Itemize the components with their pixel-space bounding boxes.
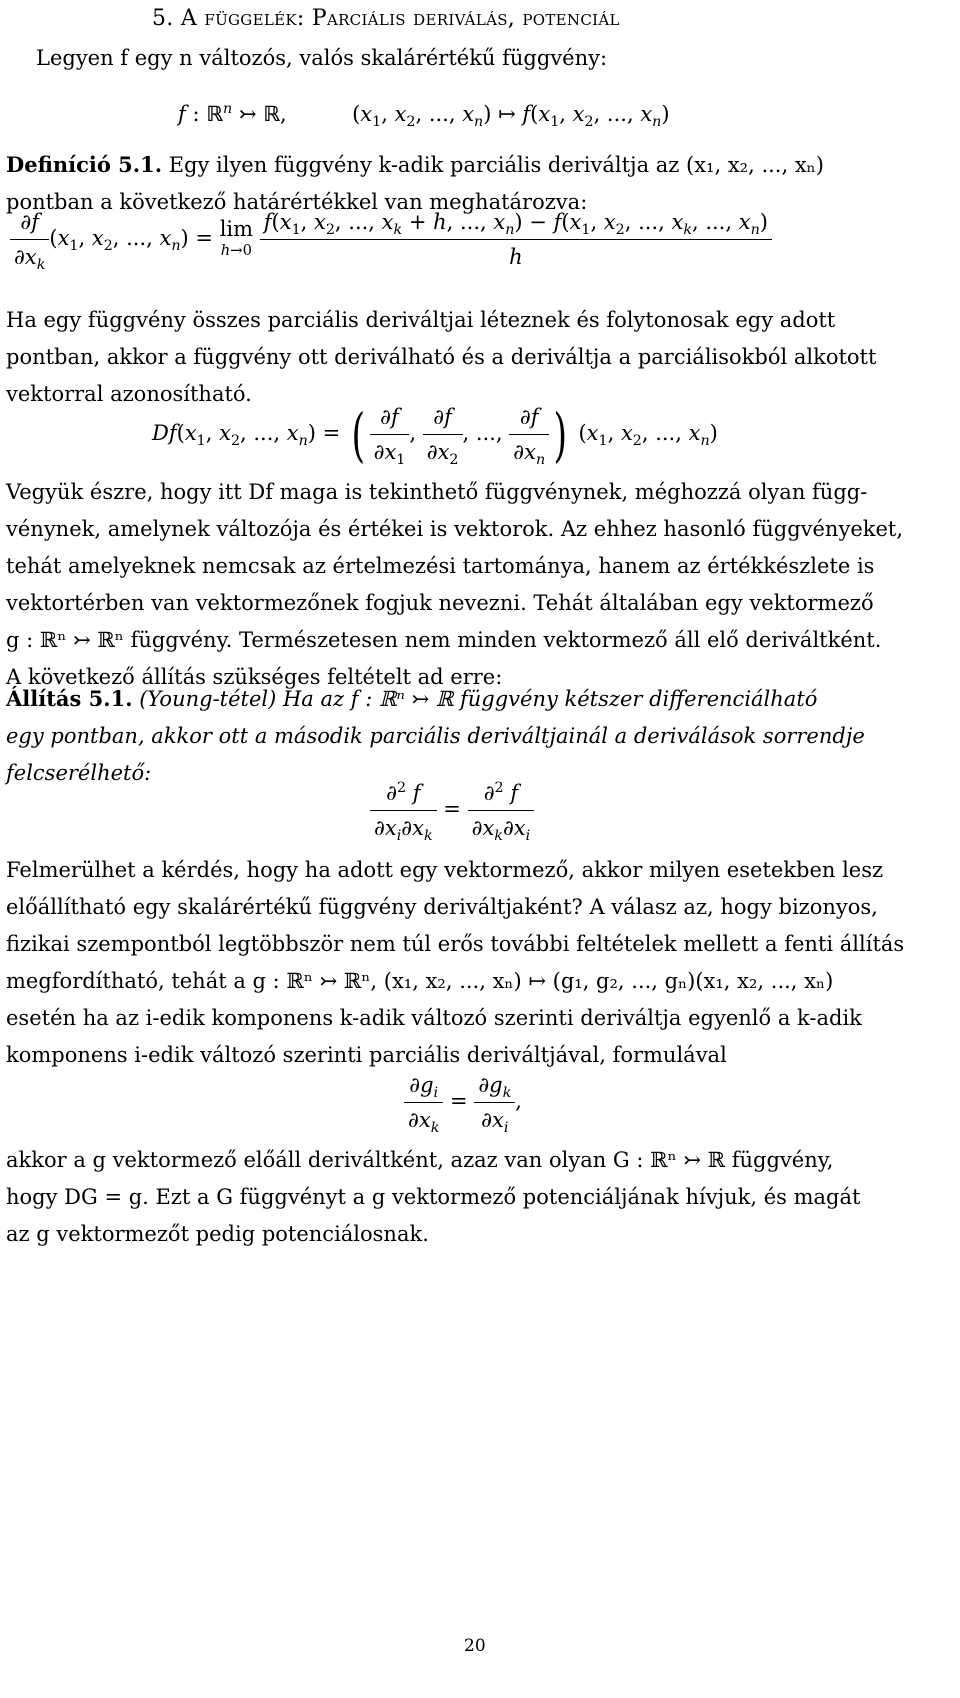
partial-derivative-formula: $\frac{\partial f}{\partial x_k}$ ($x_1$, $x_2$, ..., $x_n) = \lim$ h→0 $f(x_1$, $x_2$, ..., $x_k + h$, ..., $x_n) - f(x_1$, $x_2$, ..., $x_k$, ..., $x_n$) h: [10, 205, 772, 274]
intro-line: Legyen f egy n változós, valós skalárértékű függvény:: [36, 46, 608, 70]
definition-text-1: Egy ilyen függvény k-adik parciális deriváltja az (x₁, x₂, ..., xₙ): [168, 153, 824, 177]
symmetry-formula: $\frac{\partial g_i}{\partial x_k}$ = $\frac{\partial g_k}{\partial x_i}$ ,: [404, 1068, 522, 1137]
df-formula: $Df(x_1$, $x_2$, ..., $x_n$) = ( $\frac{\partial f}{\partial x_1}$ , $\frac{\partial f}{\partial x_2}$ , ..., $\frac{\partial f}{\partial x_n}$ ) ($x_1$, $x_2$, ..., $x_n$): [152, 400, 718, 469]
paragraph-vector-field: Vegyük észre, hogy itt Df maga is tekinthető függvénynek, méghozzá olyan függ- vénynek, amelynek változója és értékei is vektorok. Az ehhez hasonló függvényeket, tehát amelyeknek nemcsak az értelmezési tartománya, hanem az értékkészlete is vektortérben van vektormezőnek fogjuk nevezni. Tehát általában egy vektormező g : ℝⁿ ↣ ℝⁿ függvény. Természetesen nem minden vektormező áll elő deriváltként. A következő állítás szükséges feltételt ad erre:: [6, 480, 904, 689]
definition-text-2: pontban a következő határértékkel van meghatározva:: [6, 190, 588, 214]
paragraph-potential-question: Felmerülhet a kérdés, hogy ha adott egy vektormező, akkor milyen esetekben lesz előállítható egy skalárértékű függvény deriváltjaként? A válasz az, hogy bizonyos, fizikai szempontból legtöbbször nem túl erős további feltételek mellett a fenti állítás megfordítható, tehát a g : ℝⁿ ↣ ℝⁿ, (x₁, x₂, ..., xₙ) ↦ (g₁, g₂, ..., gₙ)(x₁, x₂, ..., xₙ) esetén ha az i-edik komponens k-adik változó szerinti deriváltja egyenlő a k-adik komponens i-edik változó szerinti parciális deriváltjával, formulával: [6, 858, 905, 1067]
page-number: 20: [464, 1636, 486, 1656]
young-formula: $\frac{\partial^2 f}{\partial x_i\partial x_k}$ = $\frac{\partial^2 f}{\partial x_k\partial x_i}$: [370, 776, 534, 845]
paragraph-potential-definition: akkor a g vektormező előáll deriváltként, azaz van olyan G : ℝⁿ ↣ ℝ függvény, hogy DG = g. Ezt a G függvényt a g vektormező potenciáljának hívjuk, és magát az g vektormezőt pedig potenciálosnak.: [6, 1148, 861, 1246]
definition-label: Definíció 5.1.: [6, 152, 163, 177]
theorem-label: Állítás 5.1.: [6, 686, 133, 711]
section-title: 5. A függelék: Parciális deriválás, potenciál: [152, 6, 620, 31]
theorem-block: Állítás 5.1. (Young-tétel) Ha az f : ℝⁿ ↣ ℝ függvény kétszer differenciálható egy pontban, akkor ott a második parciális deriváltjainál a deriválások sorrendje felcserélhető:: [6, 686, 865, 785]
paragraph-derivability: Ha egy függvény összes parciális deriváltjai léteznek és folytonosak egy adott pontban, akkor a függvény ott deriválható és a deriváltja a parciálisokból alkotott vektorral azonosítható.: [6, 308, 877, 406]
map-formula: f : ℝ$^n$ ↣ ℝ, ($x_1$, $x_2$, ..., $x_n$) ↦ $f(x_1$, $x_2$, ..., $x_n$): [178, 101, 670, 131]
